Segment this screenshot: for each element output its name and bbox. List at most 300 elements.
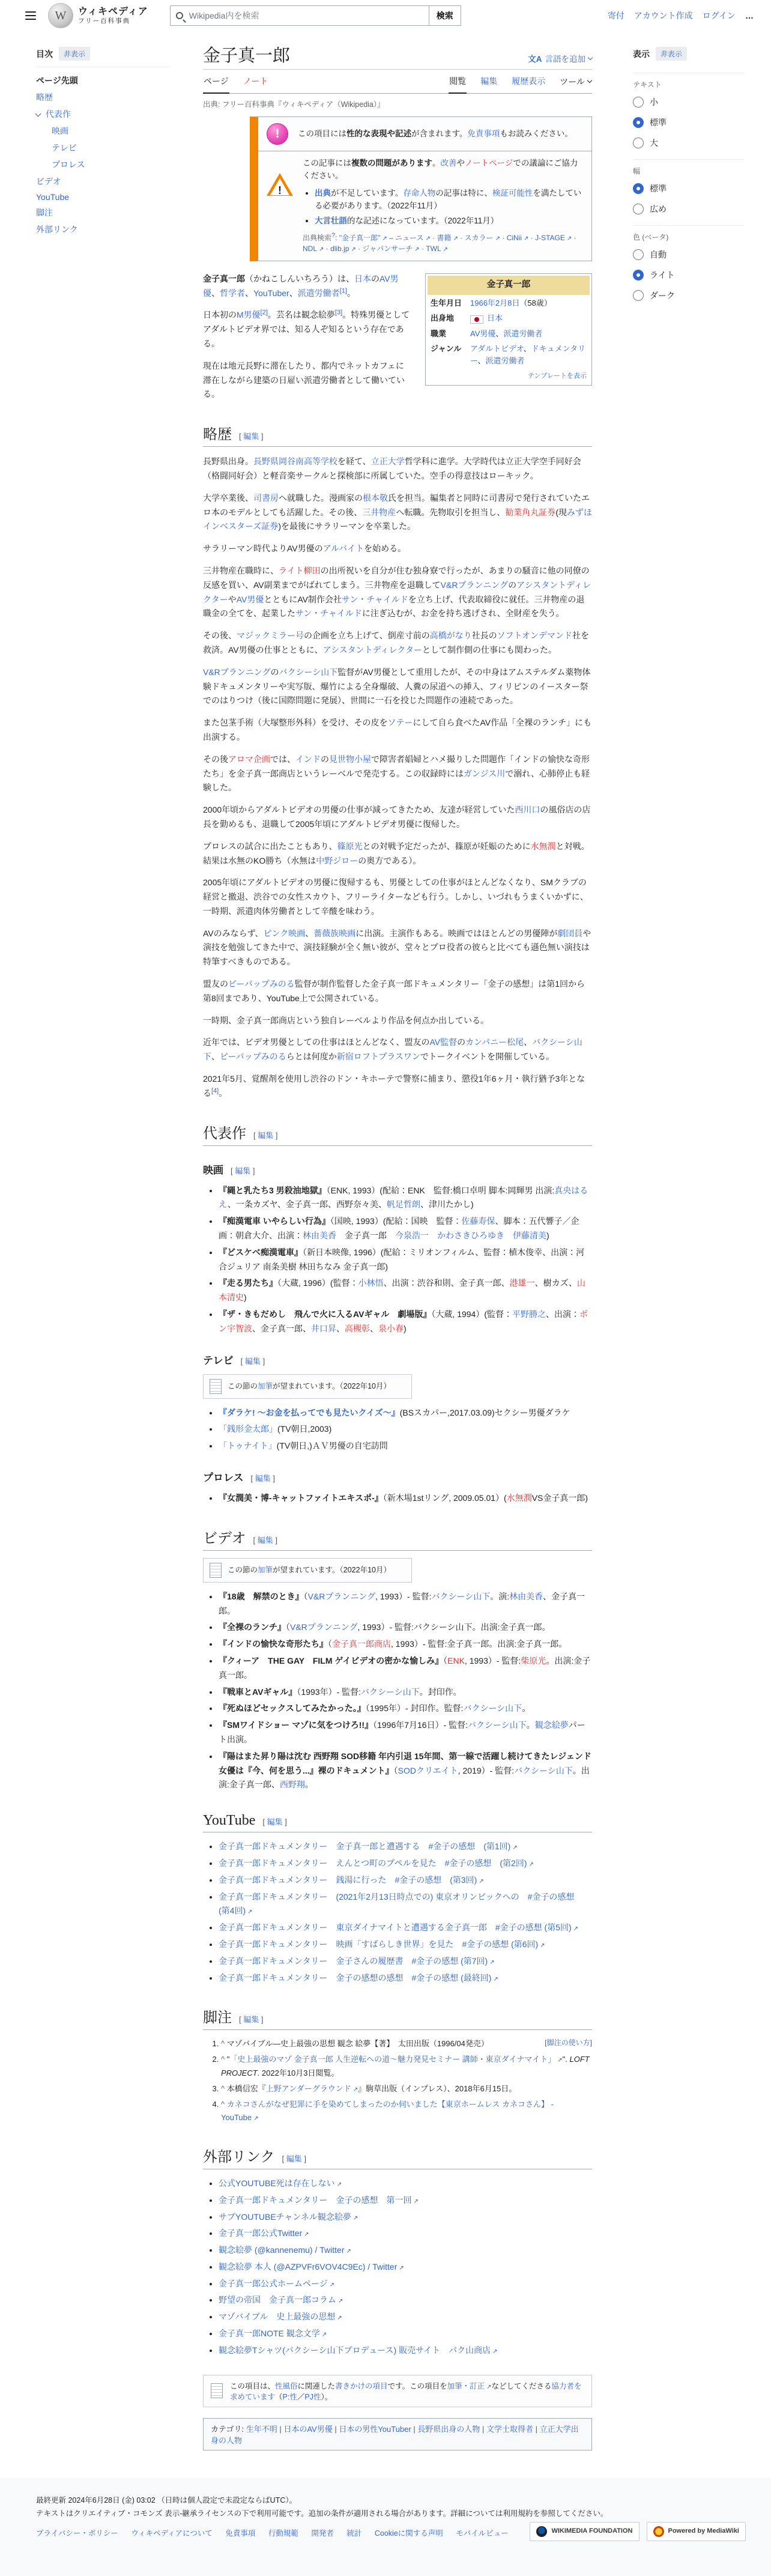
mediawiki-badge[interactable] bbox=[647, 2522, 746, 2541]
wiki-link[interactable]: 平野勝之 bbox=[512, 1309, 546, 1320]
redlink[interactable]: ライト柳田 bbox=[279, 565, 321, 575]
external-link[interactable]: 観念絵夢 (@kannenemu) / Twitter ↗ bbox=[219, 2245, 351, 2255]
external-link[interactable]: NDL ↗ bbox=[303, 244, 324, 253]
wiki-link[interactable]: サン・チャイルド bbox=[342, 594, 408, 604]
footer-link[interactable]: 行動規範 bbox=[268, 2529, 298, 2538]
show-template-link[interactable]: テンプレートを表示 bbox=[527, 372, 587, 380]
wiki-link[interactable]: 存命人物 bbox=[403, 188, 436, 198]
list-item bbox=[219, 2193, 592, 2208]
paragraph: 2000年頃からアダルトビデオの男優の仕事が減ってきたため、友達が経営していた西川口の風俗店の店長を勤めるも、退職して2005年頃にアダルトビデオ男優に復帰した。 bbox=[203, 805, 591, 829]
wiki-link[interactable]: 書きかけの項目 bbox=[335, 2381, 388, 2390]
redlink[interactable]: 水無潤 bbox=[506, 1493, 532, 1503]
ref-usage-link: [脚注の使い方] bbox=[545, 2038, 592, 2047]
subsection-heading: プロレス bbox=[203, 1472, 244, 1484]
edit-section-link[interactable]: 編集 bbox=[255, 1474, 271, 1483]
bracket: ] bbox=[261, 432, 264, 441]
site-header bbox=[0, 0, 771, 31]
redlink[interactable]: 港雄一 bbox=[509, 1278, 535, 1288]
wiki-link[interactable]: バクシーシ山下 bbox=[431, 1591, 491, 1601]
wiki-link[interactable]: ^ bbox=[221, 2039, 225, 2049]
paragraph: 三井物産在職時に、ライト柳田の出所祝いを自分が住む独身寮で行ったが、あまりの騒音に他の同僚の反感を買い、AV副業までがばれてしまう。三井物産を退職してV&RプランニングのアシスタントディレクターやAV男優とともにAV制作会社サン・チャイルドを立ち上げ、代表取締役に就任。三井物産の退職金の全てを、起業したサン・チャイルドに注ぎ込むが、お金を持ち逃げされ、全財産を失う。 bbox=[203, 565, 591, 619]
chevron-down-icon[interactable] bbox=[35, 111, 41, 117]
wiki-link[interactable]: 日本の男性YouTuber bbox=[339, 2424, 411, 2434]
external-link[interactable]: 観念絵夢 本人 (@AZPVFr6VOV4C9Ec) / Twitter ↗ bbox=[219, 2262, 404, 2271]
list-item: 1. ^ マゾバイブル—史上最強の思想 観念 絵夢【著】 太田出版（1996/04発売） bbox=[221, 2037, 592, 2050]
wiki-link[interactable]: AV男優 bbox=[236, 594, 264, 604]
section-heading: 外部リンク bbox=[203, 2149, 275, 2165]
list-item bbox=[219, 1890, 592, 1919]
infobox-value: アダルトビデオ、ドキュメンタリー、派遣労働者 bbox=[470, 344, 586, 365]
bracket: [ bbox=[239, 2015, 241, 2025]
edit-section-link[interactable]: 編集 bbox=[243, 432, 259, 441]
wiki-link[interactable]: ピーパップみのる bbox=[220, 1052, 286, 1062]
text-small-option[interactable] bbox=[633, 92, 745, 112]
wiki-link[interactable]: バクシーシ山下 bbox=[514, 1765, 573, 1775]
wiki-link[interactable]: 日本 bbox=[487, 314, 503, 323]
wiki-link[interactable]: アシスタントディレクター bbox=[203, 580, 591, 604]
list-item bbox=[219, 2243, 592, 2258]
wiki-link[interactable]: 中野ジロー bbox=[316, 855, 358, 865]
option-label: 広め bbox=[650, 204, 667, 214]
appearance-panel bbox=[633, 31, 745, 306]
wiki-link[interactable]: 三井物産 bbox=[362, 507, 396, 517]
wiki-link[interactable]: 加筆 bbox=[258, 1381, 273, 1390]
bracket: ] bbox=[261, 2015, 264, 2025]
wiki-link[interactable]: ^ bbox=[221, 2099, 225, 2109]
external-link[interactable]: 金子真一郎ドキュメンタリー えんとつ町のプペルを見た #金子の感想 (第2回) ↗ bbox=[219, 1858, 534, 1868]
wiki-link[interactable]: 林由美香 bbox=[303, 1231, 336, 1241]
wiki-link[interactable]: 『ダラケ! ～お金を払ってでも見たいクイズ～』 bbox=[219, 1407, 400, 1417]
wiki-link[interactable]: 林由美香 bbox=[509, 1591, 543, 1601]
wiki-link[interactable]: バクシーシ山下 bbox=[361, 1687, 420, 1697]
edit-section-link[interactable]: 編集 bbox=[244, 1356, 261, 1366]
external-link[interactable]: "金子真一郎" ↗ bbox=[339, 234, 387, 242]
list-item bbox=[219, 2177, 592, 2191]
wiki-link[interactable]: 「トゥナイト」 bbox=[219, 1441, 277, 1451]
external-link[interactable]: カネコさんがなぜ犯罪に手を染めてしまったのか伺いました【東京ホームレス カネコさん】 - YouTube ↗ bbox=[221, 2100, 554, 2122]
wiki-link[interactable]: マジックミラー号 bbox=[237, 631, 304, 641]
wiki-link[interactable]: ピーパップみのる bbox=[228, 979, 295, 989]
categories-list bbox=[211, 2425, 579, 2445]
wiki-link[interactable]: 根本敬 bbox=[363, 492, 388, 503]
tools-label: ツール bbox=[560, 76, 585, 86]
table-of-contents bbox=[36, 31, 169, 238]
list-item: • 「トゥナイト」(TV朝日,)ＡＶ男優の自宅訪問 bbox=[219, 1439, 592, 1453]
wiki-link[interactable]: 真央はるえ bbox=[219, 1185, 588, 1210]
paragraph: サラリーマン時代よりAV男優のアルバイトを始める。 bbox=[203, 544, 407, 554]
create-account-link[interactable]: アカウント作成 bbox=[633, 11, 693, 20]
redlink[interactable]: ENK bbox=[447, 1656, 465, 1665]
wiki-link[interactable]: 西川口 bbox=[515, 805, 540, 815]
external-link[interactable]: 金子真一郎NOTE 観念文学 ↗ bbox=[219, 2329, 327, 2338]
toc-item-video[interactable]: ビデオ bbox=[36, 177, 61, 186]
external-link[interactable]: スカラー ↗ bbox=[465, 234, 500, 242]
license-text: テキストはクリエイティブ・コモンズ 表示-継承ライセンスの下で利用可能です。追加の条件が適用される場合があります。詳細については利用規約を参照してください。 bbox=[36, 2509, 608, 2518]
bold-text: 金子真一郎 bbox=[203, 273, 245, 283]
wiki-link[interactable]: カンパニー松尾 bbox=[465, 1037, 524, 1047]
bold-text: 『縄と乳たち3 男殺油地獄』 bbox=[219, 1185, 327, 1195]
external-link[interactable]: 金子真一郎ドキュメンタリー 銭湯に行った #金子の感想 (第3回) ↗ bbox=[219, 1875, 484, 1885]
wiki-link[interactable]: バクシーシ山下 bbox=[203, 1037, 582, 1062]
bracket: ] bbox=[275, 1130, 278, 1140]
tv-list bbox=[219, 1406, 592, 1453]
radio-icon[interactable] bbox=[633, 249, 644, 260]
badge-label: Powered by MediaWiki bbox=[668, 2527, 739, 2535]
add-language-button[interactable] bbox=[528, 52, 592, 67]
edit-section bbox=[231, 1165, 255, 1176]
section-heading: 脚注 bbox=[203, 2010, 232, 2026]
infobox-row bbox=[428, 326, 590, 341]
redlink[interactable]: アロマ企画 bbox=[228, 754, 270, 764]
hamburger-menu-icon[interactable] bbox=[25, 11, 36, 20]
wiki-link[interactable]: インド bbox=[295, 754, 321, 764]
edit-section-link[interactable]: 編集 bbox=[257, 1535, 273, 1545]
chevron-down-icon bbox=[587, 78, 592, 83]
wiki-link[interactable]: 篠原光 bbox=[337, 841, 363, 851]
external-link[interactable]: 金子真一郎ドキュメンタリー 東京ダイナマイトと遭遇する金子真一郎 #金子の感想 (第5回) ↗ bbox=[219, 1923, 578, 1932]
paragraph: 盟友のピーパップみのる監督が制作監督した金子真一郎ドキュメンタリー「金子の感想」は第1回から第8回まであり、YouTube上で公開されている。 bbox=[203, 979, 585, 1003]
toc-item-kyakuchu[interactable]: 脚注 bbox=[36, 208, 53, 217]
edit-section bbox=[282, 2153, 307, 2164]
article-notices bbox=[250, 117, 592, 261]
edit-section bbox=[251, 1472, 276, 1483]
list-item bbox=[219, 1873, 592, 1888]
text-large-option[interactable] bbox=[633, 133, 745, 153]
section-paragraphs bbox=[203, 455, 592, 1100]
list-item: • 「銭形金太郎」(TV朝日,2003) bbox=[219, 1422, 592, 1437]
wiki-link[interactable]: V&Rプランニング bbox=[307, 1591, 376, 1601]
donate-link[interactable]: 寄付 bbox=[607, 11, 624, 20]
wiki-link[interactable]: 高橋がなり bbox=[429, 631, 472, 641]
article-content bbox=[203, 272, 592, 2450]
wiki-link[interactable]: アシスタントディレクター bbox=[322, 644, 422, 655]
wiki-link[interactable]: 伊藤清美 bbox=[513, 1231, 546, 1241]
wiki-link[interactable]: 性風俗 bbox=[275, 2381, 298, 2390]
wiki-link[interactable]: PJ性 bbox=[304, 2392, 321, 2401]
list-item bbox=[219, 1938, 592, 1952]
option-label: 標準 bbox=[650, 118, 667, 127]
wiki-link[interactable]: V&Rプランニング bbox=[440, 580, 509, 590]
wiki-link[interactable]: 哲学者 bbox=[220, 288, 245, 298]
wiki-link[interactable]: 井口昇 bbox=[311, 1323, 336, 1333]
radio-icon[interactable] bbox=[633, 204, 644, 214]
wiki-link[interactable]: 西野翔 bbox=[279, 1780, 305, 1790]
wiki-link[interactable]: 検証可能性 bbox=[492, 188, 533, 198]
external-link[interactable]: 金子真一郎公式ホームページ ↗ bbox=[219, 2279, 334, 2288]
external-link[interactable]: CiNii ↗ bbox=[507, 234, 529, 242]
wiki-link[interactable]: 今泉浩一 bbox=[395, 1231, 429, 1241]
multiple-issues-notice bbox=[258, 151, 591, 261]
external-link[interactable]: 公式YOUTUBE死は存在しない ↗ bbox=[219, 2178, 342, 2188]
bold-text: 『全裸のランチ』 bbox=[219, 1622, 286, 1632]
wiki-link[interactable]: バクシーシ山下 bbox=[468, 1720, 527, 1730]
paragraph: その後、マジックミラー号の企画を立ち上げて、倒産寸前の高橋がなり社長のソフトオンデマンド社を救済。AV男優の仕事とともに、アシスタントディレクターとして制作側の仕事にも関わった。 bbox=[203, 631, 590, 655]
wiki-link[interactable]: 劇団員 bbox=[557, 928, 583, 938]
width-wide-option[interactable] bbox=[633, 199, 745, 219]
wiki-link[interactable]: バクシーシ山下 bbox=[463, 1703, 522, 1714]
list-item: • 『SMワイドショー マゾに気をつけろ!!』（1996年7月16日）- 監督:バクシーシ山下。観念絵夢パート出演。 bbox=[219, 1718, 592, 1747]
subsection-heading: 映画 bbox=[203, 1164, 223, 1176]
redlink[interactable]: 金子真一郎商店 bbox=[332, 1639, 391, 1649]
ref-link[interactable]: [1] bbox=[339, 286, 347, 294]
color-dark-option[interactable] bbox=[633, 285, 745, 306]
wiki-link[interactable]: 立正大学出身の人物 bbox=[211, 2424, 579, 2445]
toc-item-eiga[interactable]: 映画 bbox=[52, 126, 68, 136]
bracket: [ bbox=[250, 1474, 253, 1483]
wiki-link[interactable]: 派遣労働者 bbox=[297, 288, 340, 298]
edit-section-link[interactable]: 編集 bbox=[267, 1817, 283, 1827]
toc-item-tv[interactable]: テレビ bbox=[52, 143, 77, 153]
language-icon: 文A bbox=[528, 55, 542, 64]
wiki-link[interactable]: 司書房 bbox=[253, 492, 279, 503]
external-link[interactable]: 金子真一郎ドキュメンタリー 映画「すばらしき世界」を見た #金子の感想 (第6回) ↗ bbox=[219, 1939, 545, 1949]
wiki-link[interactable]: 新宿ロフトプラスワン bbox=[336, 1052, 420, 1062]
list-item bbox=[219, 1856, 592, 1871]
wiki-link[interactable]: サン・チャイルド bbox=[295, 608, 362, 619]
wiki-link[interactable]: ドキュメンタリー bbox=[470, 344, 586, 365]
toc-item-youtube[interactable]: YouTube bbox=[36, 192, 70, 202]
wiki-link[interactable]: AV男優 bbox=[470, 329, 496, 338]
wiki-link[interactable]: 薔薇族映画 bbox=[313, 928, 356, 938]
login-link[interactable]: ログイン bbox=[702, 11, 736, 20]
edit-section-link[interactable]: 編集 bbox=[235, 1166, 251, 1175]
radio-selected-icon[interactable] bbox=[633, 117, 644, 128]
footer-link[interactable]: ウィキペディアについて bbox=[131, 2529, 213, 2538]
wikimedia-logo-icon bbox=[536, 2526, 547, 2537]
wiki-link[interactable]: 文学士取得者 bbox=[486, 2424, 534, 2434]
option-label: ライト bbox=[650, 270, 675, 280]
width-standard-option[interactable] bbox=[633, 178, 745, 199]
list-item bbox=[219, 2293, 592, 2308]
tab-page[interactable]: ページ bbox=[203, 70, 229, 94]
wiki-link[interactable]: V&Rプランニング bbox=[290, 1622, 358, 1632]
document-icon bbox=[210, 1379, 222, 1394]
radio-icon[interactable] bbox=[633, 97, 644, 108]
references-list bbox=[221, 2037, 592, 2124]
edit-section bbox=[253, 1129, 278, 1141]
wikipedia-logo[interactable] bbox=[48, 3, 148, 28]
external-link[interactable]: 野望の帝国 金子真一郎コラム ↗ bbox=[219, 2295, 343, 2305]
wiki-link[interactable]: YouTuber bbox=[253, 288, 289, 298]
redlink[interactable]: 泉小春 bbox=[378, 1323, 404, 1333]
toc-item-daihyosaku[interactable]: 代表作 bbox=[46, 109, 71, 119]
wiki-link[interactable]: 協力者を求めています bbox=[230, 2381, 582, 2401]
ref-link[interactable]: ? bbox=[331, 231, 336, 239]
edit-section-link[interactable]: 編集 bbox=[243, 2015, 259, 2025]
wiki-link[interactable]: 帆足哲朗 bbox=[387, 1199, 421, 1210]
wiki-link[interactable]: 立正大学 bbox=[370, 456, 405, 467]
external-link[interactable]: 金子真一郎公式Twitter ↗ bbox=[219, 2228, 309, 2238]
list-item: • 『死ぬほどセックスしてみたかった。』（1995年）- 封印作。監督:バクシーシ山下。 bbox=[219, 1702, 592, 1716]
subsection-heading: テレビ bbox=[203, 1354, 234, 1366]
wiki-link[interactable]: 観念絵夢 bbox=[534, 1720, 569, 1730]
edit-section-link[interactable]: 編集 bbox=[258, 1130, 274, 1140]
logo-title: ウィキペディア bbox=[78, 6, 148, 17]
toc-item-top[interactable]: ページ先頭 bbox=[36, 76, 78, 85]
external-link[interactable]: サブYOUTUBEチャンネル観念絵夢 ↗ bbox=[219, 2212, 358, 2222]
wiki-link[interactable]: ガンジス川 bbox=[464, 768, 506, 778]
edit-section bbox=[262, 1816, 287, 1827]
paragraph: 長野県出身。長野県岡谷南高等学校を経て、立正大学哲学科に進学。大学時代は立正大学空手同好会（格闘同好会）と軽音楽サークルと探検部に所属していた。空手の得意技はローキック。 bbox=[203, 456, 581, 480]
wiki-link[interactable]: 改善 bbox=[440, 159, 457, 168]
bracket: ] bbox=[275, 1535, 278, 1545]
wiki-link[interactable]: ^ bbox=[221, 2084, 225, 2093]
tab-tools[interactable] bbox=[559, 70, 592, 93]
list-item bbox=[219, 2344, 592, 2358]
wiki-link[interactable]: 加筆 bbox=[258, 1565, 273, 1574]
redlink[interactable]: 水無潤 bbox=[530, 841, 556, 851]
wiki-link[interactable]: V&Rプランニング bbox=[203, 667, 271, 677]
wiki-link[interactable]: 1966年2月8日 bbox=[470, 298, 520, 308]
external-link[interactable]: TWL ↗ bbox=[426, 244, 448, 253]
wiki-link[interactable]: 免責事項 bbox=[467, 129, 500, 138]
wiki-link[interactable]: ソフトオンデマンド bbox=[497, 631, 573, 641]
footer-link[interactable]: Cookieに関する声明 bbox=[374, 2529, 443, 2538]
wiki-link[interactable]: 見世物小屋 bbox=[329, 754, 371, 764]
tab-read[interactable]: 閲覧 bbox=[449, 70, 467, 94]
wiki-link[interactable]: 大言壮語 bbox=[315, 216, 347, 225]
bracket: [ bbox=[262, 1817, 265, 1827]
footnote-help-link[interactable]: 脚注の使い方 bbox=[546, 2038, 590, 2047]
list-item: • 『縄と乳たち3 男殺油地獄』（ENK, 1993）(配給：ENK 監督:橋口卓明 脚本:岡輝男 出演:真央はるえ、一条カズヤ、金子真一郎、西野奈々美、帆足哲朗、津川たかし) bbox=[219, 1184, 592, 1213]
toc-item-gaibu[interactable]: 外部リンク bbox=[36, 225, 78, 234]
wiki-link[interactable]: みずほインベスターズ証券 bbox=[203, 507, 592, 532]
stub-text: この項目は、性風俗に関連した書きかけの項目です。この項目を加筆・訂正 ↗ などしてくださる協力者を求めています（P:性／PJ性）。 bbox=[230, 2380, 584, 2402]
footer-link[interactable]: 開発者 bbox=[311, 2529, 334, 2538]
list-item: • 『18歳 解禁のとき』（V&Rプランニング, 1993）- 監督:バクシーシ山下。演:林由美香、金子真一郎。 bbox=[219, 1590, 592, 1619]
section-heading: YouTube bbox=[203, 1813, 256, 1829]
wiki-link[interactable]: 日本 bbox=[354, 273, 371, 283]
more-menu-icon[interactable]: … bbox=[745, 11, 754, 20]
wiki-link[interactable]: 長野県岡谷南高等学校 bbox=[253, 456, 337, 467]
external-link[interactable]: 観念絵夢Tシャツ(バクシーシ山下プロデュース) 販売サイト パク山商店 ↗ bbox=[219, 2345, 498, 2355]
external-link[interactable]: 上野アンダーグラウンド ↗ bbox=[266, 2084, 358, 2093]
wiki-link[interactable]: 小林悟 bbox=[358, 1278, 384, 1288]
external-link[interactable]: 書籍 ↗ bbox=[437, 234, 458, 242]
wiki-link[interactable]: 生年不明 bbox=[246, 2424, 277, 2434]
wiki-link[interactable]: AV男優 bbox=[203, 273, 399, 298]
external-link[interactable]: 金子真一郎ドキュメンタリー 金子の感想の感想 #金子の感想 (最終回) ↗ bbox=[219, 1973, 498, 1983]
stub-notice-text: この節の加筆が望まれています。（2022年10月） bbox=[228, 1565, 391, 1574]
wiki-link[interactable]: 派遣労働者 bbox=[503, 329, 543, 338]
bold-text: 性的な表現や記述 bbox=[346, 129, 411, 138]
toc-item-ryakureki[interactable]: 略歴 bbox=[36, 92, 53, 102]
bold-text: 『女潤美・博-キャットファイトエキスポ-』 bbox=[219, 1493, 383, 1503]
wiki-link[interactable]: ^ bbox=[221, 2055, 225, 2064]
redlink[interactable]: ポン宇智波 bbox=[219, 1309, 588, 1333]
bracket: [ bbox=[253, 1535, 256, 1545]
ref-link[interactable]: [4] bbox=[211, 1087, 219, 1095]
ref-link[interactable]: [3] bbox=[334, 309, 343, 317]
footer-link[interactable]: 免責事項 bbox=[225, 2529, 256, 2538]
wiki-link[interactable]: 佐藤寿保 bbox=[461, 1216, 495, 1226]
redlink[interactable]: 勧業角丸証券 bbox=[505, 507, 556, 517]
external-link[interactable]: dlib.jp ↗ bbox=[330, 244, 356, 253]
chevron-down-icon bbox=[588, 55, 593, 59]
wiki-link[interactable]: M男優 bbox=[237, 310, 261, 320]
footer-link[interactable]: プライバシー・ポリシー bbox=[36, 2529, 118, 2538]
appearance-hide-button[interactable]: 非表示 bbox=[656, 47, 687, 61]
source-line: 出典: フリー百科事典『ウィキペディア（Wikipedia）』 bbox=[203, 100, 385, 109]
infobox-title: 金子真一郎 bbox=[428, 276, 590, 295]
text-standard-option[interactable] bbox=[633, 112, 745, 133]
wiki-link[interactable]: 出典 bbox=[315, 188, 331, 198]
external-link[interactable]: 金子真一郎ドキュメンタリー 金子の感想 第一回 ↗ bbox=[219, 2195, 419, 2205]
wiki-link[interactable]: 日本のAV男優 bbox=[283, 2424, 333, 2434]
radio-icon[interactable] bbox=[633, 290, 644, 301]
redlink[interactable]: 柴原光 bbox=[521, 1656, 546, 1665]
wikipedia-globe-icon: W bbox=[48, 3, 73, 28]
external-link[interactable]: 金子真一郎ドキュメンタリー 金子さんの履歴書 #金子の感想 (第7回) ↗ bbox=[219, 1956, 495, 1966]
wiki-link[interactable]: バクシーシ山下 bbox=[279, 667, 338, 677]
external-link[interactable]: 金子真一郎ドキュメンタリー (2021年2月13日時点での) 東京オリンピックへの #金子の感想 (第4回) ↗ bbox=[219, 1892, 582, 1916]
wiki-link[interactable]: 派遣労働者 bbox=[485, 356, 525, 365]
option-label: 大 bbox=[650, 138, 658, 148]
color-light-option[interactable] bbox=[633, 265, 745, 285]
edit-section bbox=[239, 430, 264, 441]
wordmark bbox=[78, 7, 148, 25]
external-link[interactable]: J-STAGE ↗ bbox=[535, 234, 572, 242]
tab-history[interactable]: 履歴表示 bbox=[512, 76, 546, 86]
search-input[interactable] bbox=[188, 10, 423, 21]
search-box[interactable] bbox=[170, 5, 429, 26]
wiki-link[interactable]: かわさきひろゆき bbox=[437, 1231, 504, 1241]
wiki-link[interactable]: アダルトビデオ bbox=[470, 344, 524, 354]
wiki-link[interactable]: ソテー bbox=[387, 718, 413, 728]
external-link[interactable]: 加筆・訂正 ↗ bbox=[447, 2382, 492, 2390]
option-label: 小 bbox=[650, 97, 658, 107]
redlink[interactable]: 山本清史 bbox=[219, 1278, 586, 1303]
radio-icon[interactable] bbox=[633, 138, 644, 148]
wikimedia-foundation-badge[interactable] bbox=[530, 2522, 639, 2541]
infobox-row bbox=[428, 310, 590, 326]
wiki-link[interactable]: 長野県出身の人物 bbox=[417, 2424, 480, 2434]
search-button[interactable]: 検索 bbox=[429, 5, 461, 26]
redlink[interactable]: 高槻彰 bbox=[345, 1323, 370, 1333]
list-item: • 『全裸のランチ』（V&Rプランニング, 1993）- 監督:バクシーシ山下。出演:金子真一郎。 bbox=[219, 1620, 592, 1635]
external-link[interactable]: マゾバイブル 史上最強の思想 ↗ bbox=[219, 2312, 342, 2321]
toc-title: 目次 bbox=[36, 49, 53, 59]
radio-selected-icon[interactable] bbox=[633, 183, 644, 194]
wiki-link[interactable]: SODクリエイト bbox=[398, 1765, 458, 1775]
footer-link[interactable]: モバイルビュー bbox=[456, 2529, 509, 2538]
bracket: [ bbox=[240, 1356, 243, 1366]
paragraph: 2021年5月、覚醒剤を使用し渋谷のドン・キホーテで警察に捕まり、懲役1年6ヶ月・執行猶予3年となる[4]。 bbox=[203, 1074, 585, 1098]
wiki-link[interactable]: P:性 bbox=[282, 2392, 297, 2401]
edit-section-link[interactable]: 編集 bbox=[286, 2154, 302, 2163]
tab-edit[interactable]: 編集 bbox=[480, 76, 498, 86]
wiki-link[interactable]: 「銭形金太郎」 bbox=[219, 1424, 277, 1434]
external-link[interactable]: 「史上最強のマゾ 金子真一郎 人生逆転への道～魅力発見セミナー 講師・東京ダイナマイト」 ↗ bbox=[229, 2055, 562, 2064]
ref-link[interactable]: [2] bbox=[260, 309, 268, 317]
tab-talk[interactable]: ノート bbox=[243, 76, 268, 86]
wiki-link[interactable]: ピンク映画 bbox=[263, 928, 306, 938]
wiki-link[interactable]: AV監督 bbox=[429, 1037, 458, 1047]
mediawiki-logo-icon bbox=[653, 2526, 664, 2537]
external-link[interactable]: ジャパンサーチ ↗ bbox=[363, 244, 420, 253]
radio-selected-icon[interactable] bbox=[633, 270, 644, 280]
bracket: [ bbox=[231, 1166, 233, 1175]
color-auto-option[interactable] bbox=[633, 244, 745, 265]
external-link[interactable]: 金子真一郎ドキュメンタリー 金子真一郎と遭遇する #金子の感想 (第1回) ↗ bbox=[219, 1841, 518, 1851]
redlink[interactable]: ノートページ bbox=[465, 159, 513, 168]
wiki-link[interactable]: アルバイト bbox=[322, 544, 364, 554]
toc-item-puroresu[interactable]: プロレス bbox=[52, 160, 85, 169]
toc-hide-button[interactable]: 非表示 bbox=[59, 47, 90, 61]
external-link[interactable]: ニュース ↗ bbox=[395, 234, 431, 242]
footer-link[interactable]: 統計 bbox=[346, 2529, 362, 2538]
infobox-value bbox=[470, 312, 587, 324]
